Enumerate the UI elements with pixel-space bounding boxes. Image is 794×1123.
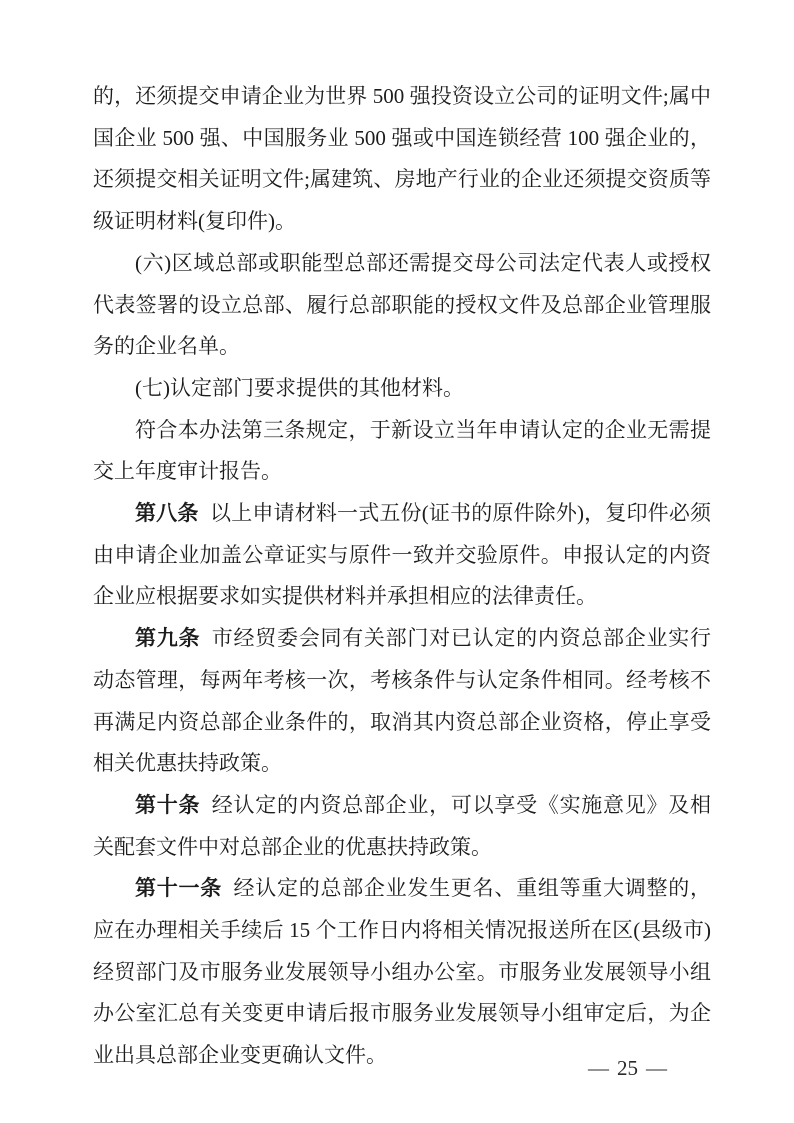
page-footer xyxy=(584,1055,671,1081)
article-number: 第十条 xyxy=(135,792,201,817)
paragraph-text: 符合本办法第三条规定，于新设立当年申请认定的企业无需提交上年度审计报告。 xyxy=(93,417,711,484)
paragraph-article-8 xyxy=(93,493,711,618)
article-number: 第九条 xyxy=(135,626,201,651)
paragraph-text: 经认定的内资总部企业，可以享受《实施意见》及相关配套文件中对总部企业的优惠扶持政策。 xyxy=(93,792,712,859)
paragraph-article-9 xyxy=(93,618,711,785)
paragraph-item-six xyxy=(93,243,711,368)
footer-dash-left: — xyxy=(588,1056,609,1080)
paragraph-text: (七)认定部门要求提供的其他材料。 xyxy=(135,375,464,400)
paragraph-article-11 xyxy=(93,868,711,1077)
article-number: 第十一条 xyxy=(135,876,222,901)
paragraph-exemption-note xyxy=(93,410,711,493)
paragraph-text: 经认定的总部企业发生更名、重组等重大调整的，应在办理相关手续后 15 个工作日内将相关情况报送所在区(县级市)经贸部门及市服务业发展领导小组办公室。市服务业发展领导小组办公室汇总有关变更申请后报市服务业发展领导小组审定后，为企业出具总部企业变更确认文件。 xyxy=(93,876,711,1068)
page-number: 25 xyxy=(617,1056,638,1080)
paragraph-text: (六)区域总部或职能型总部还需提交母公司法定代表人或授权代表签署的设立总部、履行总部职能的授权文件及总部企业管理服务的企业名单。 xyxy=(93,250,711,359)
article-number: 第八条 xyxy=(135,501,199,526)
paragraph-continuation xyxy=(93,76,711,243)
footer-dash-right: — xyxy=(646,1056,667,1080)
document-body xyxy=(93,76,711,1077)
paragraph-text: 市经贸委会同有关部门对已认定的内资总部企业实行动态管理，每两年考核一次，考核条件与认定条件相同。经考核不再满足内资总部企业条件的，取消其内资总部企业资格，停止享受相关优惠扶持政策。 xyxy=(93,626,712,776)
paragraph-text: 以上申请材料一式五份(证书的原件除外)，复印件必须由申请企业加盖公章证实与原件一致并交验原件。申报认定的内资企业应根据要求如实提供材料并承担相应的法律责任。 xyxy=(93,501,712,609)
paragraph-article-10 xyxy=(93,785,711,868)
paragraph-item-seven xyxy=(93,368,711,410)
paragraph-text: 的，还须提交申请企业为世界 500 强投资设立公司的证明文件;属中国企业 500 强、中国服务业 500 强或中国连锁经营 100 强企业的，还须提交相关证明文件;属建筑、房地产行业的企业还须提交资质等级证明材料(复印件)。 xyxy=(93,84,711,234)
